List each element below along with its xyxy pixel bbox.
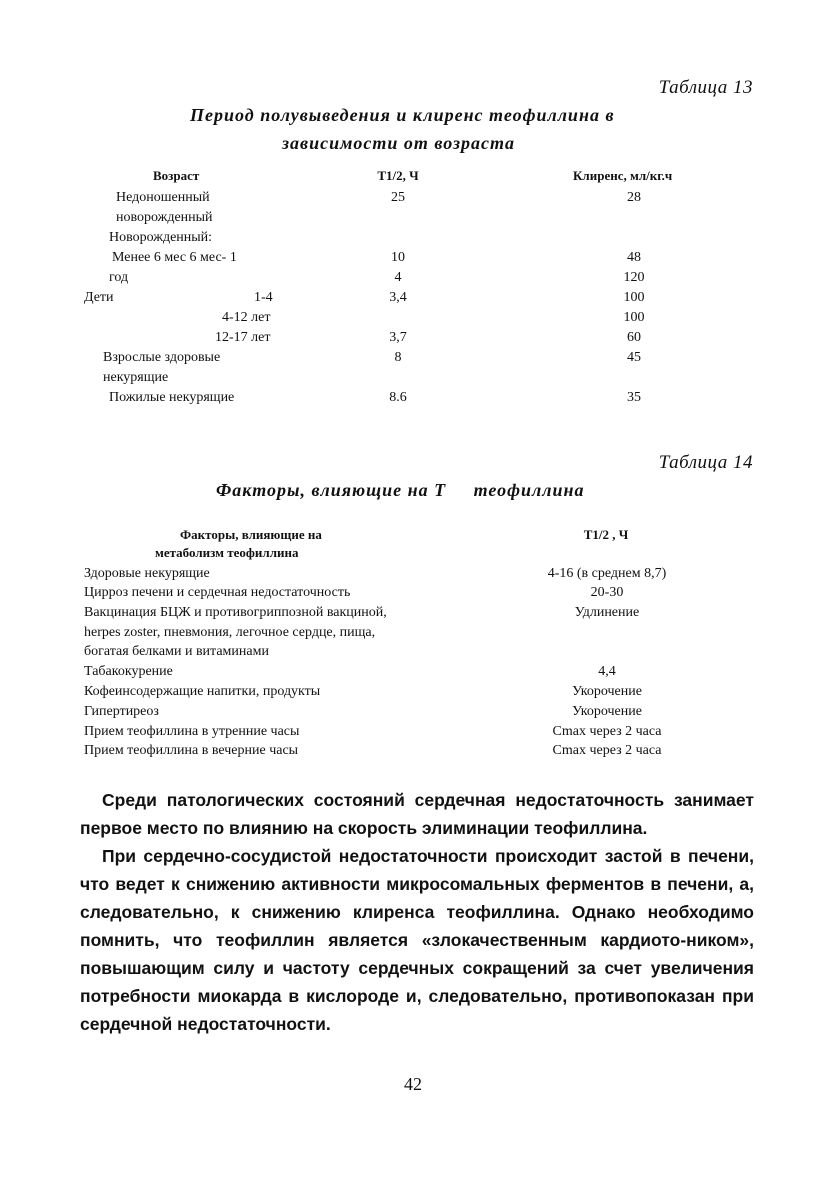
table14-cell-factor: Вакцинация БЦЖ и противогриппозной вакциной, [84,605,387,620]
table13-title: Период полувыведения и клиренс теофиллина в [190,105,615,125]
body-paragraph: При сердечно-сосудистой недостаточности происходит застой в печени, что ведет к снижению активности микросомальных ферментов в печени, а, следовательно, к снижению клиренса теофиллина. Однако необходимо помнить, что теофиллин является «злокачественным кардиото-ником», повышающим силу и частоту сердечных сокращений за счет увеличения потребности миокарда в кислороде и, следовательно, противопоказан при сердечной недостаточности. [80,846,754,1034]
table13-cell-age: Взрослые здоровые [103,350,221,365]
body-paragraph: Среди патологических состояний сердечная недостаточность занимает первое место по влиянию на скорость элиминации теофиллина. [80,790,754,838]
table13-cell-clearance: 48 [627,250,641,265]
table14-cell-factor: Прием теофиллина в вечерние часы [84,743,299,758]
table13-cell-clearance: 100 [623,310,645,325]
table14-cell-t12: Укорочение [572,684,642,699]
table13-cell-t12: 8.6 [389,390,407,405]
table13-cell-age: Новорожденный: [109,230,213,245]
table14-cell-factor: Здоровые некурящие [84,566,210,581]
table13-header-t12: T1/2, Ч [377,168,419,183]
page-number: 42 [404,1074,422,1094]
table13-cell-t12: 25 [391,190,405,205]
table13-cell-age: некурящие [103,370,169,385]
table14-cell-factor: herpes zoster, пневмония, легочное сердце, пища, [84,625,376,640]
table14-cell-t12: 4,4 [598,664,616,679]
table13-cell-age-range: 12-17 лет [215,330,271,345]
table14-cell-factor: Кофеинсодержащие напитки, продукты [84,684,321,699]
table13-cell-age-range: 4-12 лет [222,310,271,325]
table13-cell-t12: 8 [394,350,402,365]
table14-cell-t12: 20-30 [590,585,624,600]
table14-cell-t12: Cmax через 2 часа [552,743,662,758]
table14-cell-factor: Табакокурение [84,664,173,679]
table14-title: Факторы, влияющие на Т теофиллина [216,480,585,500]
table14-header-t12: Т1/2 , Ч [583,527,629,542]
table14-cell-factor: Цирроз печени и сердечная недостаточность [84,585,351,600]
table14-header-factors: Факторы, влияющие на [180,527,322,542]
table13-cell-age: Менее 6 мес 6 мес- 1 [112,250,237,265]
table13-header-clearance: Клиренс, мл/кг.ч [573,168,673,183]
table13-cell-clearance: 35 [627,390,641,405]
table13-cell-age: Пожилые некурящие [109,390,235,405]
table13-cell-age: Дети [84,290,114,305]
table14-label: Таблица 14 [658,452,753,473]
table13-cell-t12: 3,4 [389,290,407,305]
table14-cell-t12: Удлинение [574,605,640,620]
table13-cell-clearance: 45 [627,350,641,365]
table13-cell-age-range: 1-4 [254,290,273,305]
table13-cell-age: Недоношенный [116,190,210,205]
table13-cell-age: новорожденный [116,210,213,225]
table14-cell-t12: Cmax через 2 часа [552,724,662,739]
table13-cell-age: год [109,270,129,285]
table14-cell-factor: Гипертиреоз [84,704,159,719]
table13-cell-clearance: 120 [623,270,645,285]
table13-cell-clearance: 60 [627,330,641,345]
table14-cell-factor: Прием теофиллина в утренние часы [84,724,300,739]
table13-title-line2: зависимости от возраста [282,133,515,153]
table13-header-age: Возраст [153,168,200,183]
table14-cell-t12: 4-16 (в среднем 8,7) [547,566,667,581]
table13-cell-clearance: 28 [627,190,641,205]
table13-cell-clearance: 100 [623,290,645,305]
table14-cell-t12: Укорочение [572,704,642,719]
table13-cell-t12: 3,7 [389,330,407,345]
table13-cell-t12: 4 [394,270,402,285]
table14-cell-factor: богатая белками и витаминами [84,644,269,659]
table14-header-factors: метаболизм теофиллина [155,545,299,560]
table13-label: Таблица 13 [658,77,753,98]
table13-cell-t12: 10 [391,250,405,265]
